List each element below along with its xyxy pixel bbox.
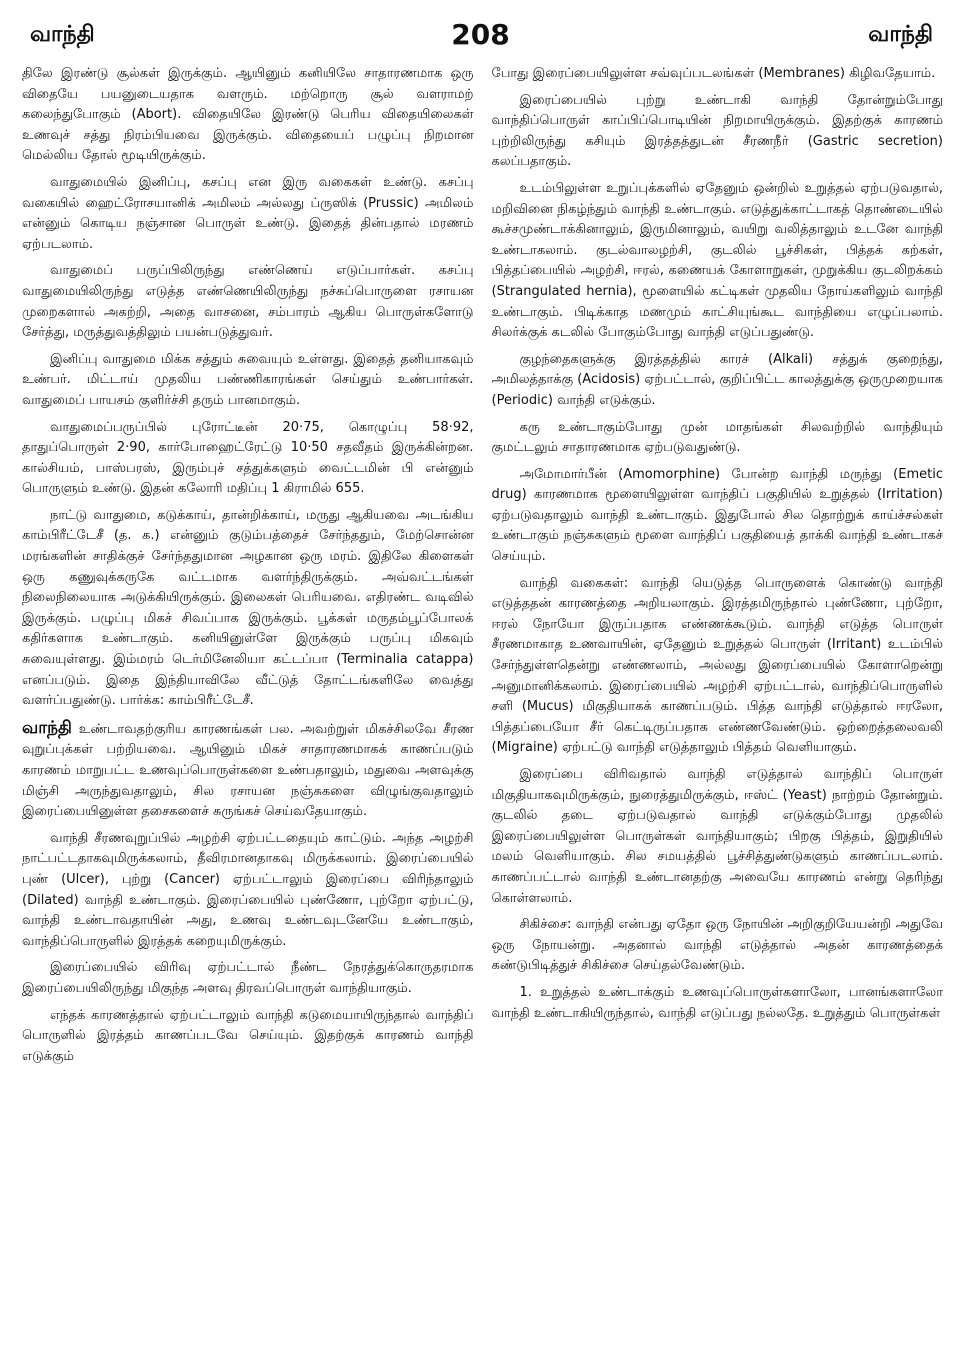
paragraph: இரைப்பையில் புற்று உண்டாகி வாந்தி தோன்றும்போது வாந்திப்பொருள் காப்பிப்பொடியின் நிறமாயிருக்கும். இதற்குக் காரணம் புற்றிலிருந்து கசியும் இரத்தத்துடன் சீரணநீர் (Gastric secretion) கலப்பதாகும். [491,92,943,170]
header-right-word: வாந்தி [868,22,933,47]
entry-paragraph [22,718,474,823]
paragraph: எந்தக் காரணத்தால் ஏற்பட்டாலும் வாந்தி கடுமையாயிருந்தால் வாந்திப் பொருளில் இரத்தம் காணப்படவே செய்யும். இதற்குக் காரணம் வாந்தி எடுக்கும் [22,1007,474,1064]
paragraph: 1. உறுத்தல் உண்டாக்கும் உணவுப்பொருள்களாலோ, பானங்களாலோ வாந்தி உண்டாகியிருந்தால், வாந்தி எடுப்பது நல்லதே. உறுத்தும் பொருள்கள் [491,984,943,1021]
paragraph: இரைப்பையில் விரிவு ஏற்பட்டால் நீண்ட நேரத்துக்கொருதரமாக இரைப்பையிலிருந்து மிகுந்த அளவு திரவப்பொருள் வாந்தியாகும். [22,960,474,996]
header-left-word: வாந்தி [30,22,95,47]
paragraph: குழந்தைகளுக்கு இரத்தத்தில் காரச் (Alkali) சத்துக் குறைந்து, அமிலத்தாக்கு (Acidosis) ஏற்பட்டால், குறிப்பிட்ட காலத்துக்கு ஒருமுறையாக (Periodic) வாந்தி எடுக்கும். [491,351,943,408]
entry-headword: வாந்தி [22,717,72,738]
paragraph: வாதுமையில் இனிப்பு, கசப்பு என இரு வகைகள் உண்டு. கசப்பு வகையில் ஹைட்ரோசயானிக் அமிலம் அல்லது ப்ருஸிக் (Prussic) அமிலம் என்னும் கொடிய நஞ்சான பொருள் உண்டு. இதைத் தின்பதால் மரணம் ஏற்படலாம். [22,174,474,252]
paragraph: சிகிச்சை: வாந்தி என்பது ஏதோ ஒரு நோயின் அறிகுறியேயன்றி அதுவே ஒரு நோயன்று. அதனால் வாந்தி எடுத்தால் அதன் காரணத்தைக் கண்டுபிடித்துச் சிகிச்சை செய்தல்வேண்டும். [491,917,943,974]
paragraph: இரைப்பை விரிவதால் வாந்தி எடுத்தால் வாந்திப் பொருள் மிகுதியாகவுமிருக்கும், நுரைத்துமிருக்கும், ஈஸ்ட் (Yeast) நாற்றம் தோன்றும். குடலில் தடை ஏற்படுவதால் வாந்தி எடுக்கும்போது முதலில் இரைப்பையிலுள்ள பொருள்கள் வாந்தியாகும்; பிறகு பித்தம், இறுதியில் மலம் வெளியாகும். சில சமயத்தில் பூச்சித்துண்டுகளும் காணப்படலாம். காணப்பட்டால் வாந்தி உண்டானதற்கு அவையே காரணம் என்று தெரிந்து கொள்ளலாம். [491,767,943,906]
paragraph: கரு உண்டாகும்போது முன் மாதங்கள் சிலவற்றில் வாந்தியும் குமட்டலும் சாதாரணமாக ஏற்படுவதுண்டு. [491,419,943,456]
paragraph: போது இரைப்பையிலுள்ள சவ்வுப்படலங்கள் (Membranes) கிழிவதேயாம். [491,66,936,81]
paragraph: நாட்டு வாதுமை, கடுக்காய், தான்றிக்காய், மருது ஆகியவை அடங்கிய காம்பிரீட்டேசீ (த. க.) என்னும் குடும்பத்தைச் சேர்ந்ததும், மேற்சொன்ன மரங்களின் சாதிக்குச் சேர்ந்ததுமான அழகான ஒரு மரம். இதிலே கிளைகள் ஒரு கணுவுக்கருகே வட்டமாக வளர்ந்திருக்கும். அவ்வட்டங்கள் நிலைநிலையாக அடுக்கியிருக்கும். இலைகள் பெரியவை. எதிரண்ட வடிவில் இருக்கும். பழுப்பு மிகச் சிவப்பாக இருக்கும். பூக்கள் மருதம்பூப்போலக் கதிர்களாக உண்டாகும். கனியினுள்ளே இருக்கும் பருப்பு மிகவும் சுவையுள்ளது. இம்மரம் டெர்மினேலியா கட்டப்பா (Terminalia catappa) எனப்படும். இதை இந்தியாவிலே வீட்டுத் தோட்டங்களிலே வைத்து வளர்ப்பதுண்டு. பார்க்க: காம்பிரீட்டேசீ. [22,507,474,709]
paragraph: வாதுமைப் பருப்பிலிருந்து எண்ணெய் எடுப்பார்கள். கசப்பு வாதுமையிலிருந்து எடுத்த எண்ணெயிலிருந்து நச்சுப்பொருளை ரசாயன முறைகளால் அகற்றி, அதை வாசனை, சம்பாரம் ஆகிய பொருள்களோடு சேர்த்து, மருத்துவத்திலும் பயன்படுத்துவர். [22,263,474,341]
paragraph: வாந்தி சீரணவுறுப்பில் அழற்சி ஏற்பட்டதையும் காட்டும். அந்த அழற்சி நாட்பட்டதாகவுமிருக்கலாம், தீவிரமானதாகவு மிருக்கலாம். இரைப்பையில் புண் (Ulcer), புற்று (Cancer) ஏற்பட்டாலும் இரைப்பை விரிந்தாலும் (Dilated) வாந்தி உண்டாகும். இரைப்பையில் புண்ணோ, புற்றோ ஏற்பட்டு, வாந்தி உண்டாவதாயின் அது, உணவு உண்டவுடனேயே உண்டாகும், வாந்திப்பொருளில் இரத்தக் கறையுமிருக்கும். [22,830,474,949]
entry-text: உண்டாவதற்குரிய காரணங்கள் பல. அவற்றுள் மிகச்சிலவே சீரண வுறுப்புக்கள் பற்றியவை. ஆயினும் மிகச் சாதாரணமாகக் காணப்படும் காரணம் மாறுபட்ட உணவுப்பொருள்களை உண்பதாலும், மதுவை அளவுக்கு மிஞ்சி அருந்துவதாலும், சில ரசாயன நஞ்சுகளை விழுங்குவதாலும் இரைப்பையினுள்ள தசைகளைச் சுருங்கச் செய்வதேயாகும். [22,721,474,820]
two-column-body [22,64,943,1352]
page-number: 208 [451,18,510,51]
paragraph: அமோமார்பீன் (Amomorphine) போன்ற வாந்தி மருந்து (Emetic drug) காரணமாக மூளையிலுள்ள வாந்திப் பகுதியில் உறுத்தல் (Irritation) ஏற்படுவதாலும் வாந்தி உண்டாகும். இதுபோல் சில தொற்றுக் காய்ச்சல்கள் உண்டாகும் நஞ்சுகளும் மூளை வாந்திப் பகுதியைத் தாக்கி வாந்தி உண்டாகச் செய்யும். [491,466,943,565]
paragraph: திலே இரண்டு சூல்கள் இருக்கும். ஆயினும் கனியிலே சாதாரணமாக ஒரு விதையே பயனுடையதாக வளரும். மற்றொரு சூல் வளராமற் கலைந்துபோகும் (Abort). விதையிலே இரண்டு பெரிய விதையிலைகள் உணவுச் சத்து நிரம்பியவை இருக்கும். விதையைப் பழுப்பு நிறமான மெல்லிய தோல் மூடியிருக்கும். [22,66,474,164]
left-column [22,64,474,1352]
paragraph: உடம்பிலுள்ள உறுப்புக்களில் ஏதேனும் ஒன்றில் உறுத்தல் ஏற்படுவதால், மறிவினை நிகழ்ந்தும் வாந்தி உண்டாகும். எடுத்துக்காட்டாகத் தொண்டையில் கூச்சமுண்டாக்கினாலும், இருமினாலும், வயிறு வலித்தாலும் உடனே வாந்தி உண்டாகலாம். குடல்வாலழற்சி, குடலில் பூச்சிகள், பித்தக் கற்கள், பித்தப்பையில் அழற்சி, ஈரல், கணையக் கோளாறுகள், முறுக்கிய குடலிறக்கம் (Strangulated hernia), மூளையில் கட்டிகள் முதலிய நோய்களிலும் வாந்தி உண்டாகும். பிடிக்காத மணமும் காட்சியுங்கூட வாந்தியை எழுப்பலாம். சிலர்க்குக் கடலில் போகும்போது வாந்தி எடுப்பதுண்டு. [491,180,943,341]
right-column [492,64,944,1352]
paragraph: இனிப்பு வாதுமை மிக்க சத்தும் சுவையும் உள்ளது. இதைத் தனியாகவும் உண்பர். மிட்டாய் முதலிய பண்ணிகாரங்கள் செய்தும் உண்பார்கள். வாதுமைப் பாயசம் குளிர்ச்சி தரும் பானமாகும். [22,351,474,408]
page-header [22,14,939,64]
paragraph: வாந்தி வகைகள்: வாந்தி யெடுத்த பொருளைக் கொண்டு வாந்தி எடுத்ததன் காரணத்தை அறியலாகும். இரத்தமிருந்தால் புண்ணோ, புற்றோ, ஈரல் நோயோ இருப்பதாக எண்ணக்கூடும். வாந்தி எடுத்த பொருள் சீரணமாகாத உணவாயின், ஏதேனும் உறுத்தல் பொருள் (Irritant) உடம்பில் சேர்ந்துள்ளதென்று எண்ணலாம், அல்லது இரைப்பையில் கோளாறென்று அனுமானிக்கலாம். இரைப்பையில் அழற்சி ஏற்பட்டால், வாந்திப்பொருளில் சளி (Mucus) மிகுதியாகக் காணப்படும். பித்த வாந்தி எடுத்தால் ஈரலோ, பித்தப்பையோ சீர் கெட்டிருப்பதாக எண்ணவேண்டும். ஒற்றைத்தலைவலி (Migraine) ஏற்பட்டு வாந்தி எடுத்தாலும் பித்தம் வெளியாகும். [491,575,943,756]
paragraph: வாதுமைப்பருப்பில் புரோட்டீன் 20·75, கொழுப்பு 58·92, தாதுப்பொருள் 2·90, கார்போஹைட்ரேட்டு 10·50 சதவீதம் இருக்கின்றன. கால்சியம், பாஸ்பரஸ், இரும்புச் சத்துக்களும் வைட்டமின் பி என்னும் பொருளும் உண்டு. இதன் கலோரி மதிப்பு 1 கிராமில் 655. [22,419,474,497]
